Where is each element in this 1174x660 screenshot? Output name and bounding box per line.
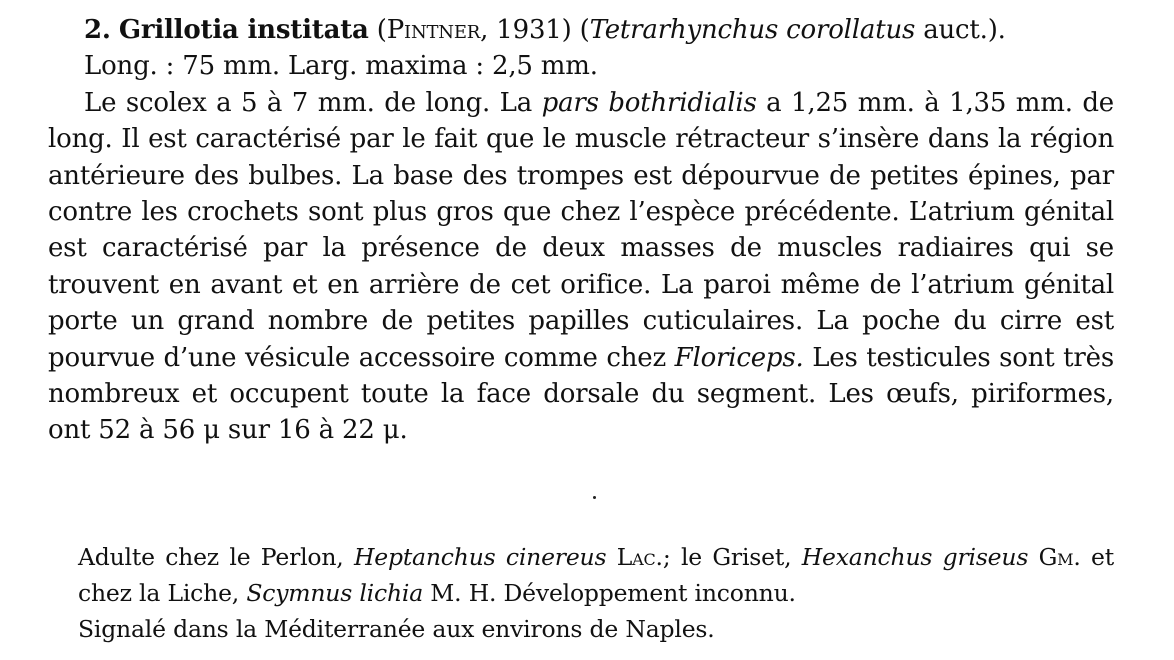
author-name: Pintner — [386, 15, 481, 45]
measurements: Long. : 75 mm. Larg. maxima : 2,5 mm. — [84, 51, 598, 82]
hosts-part-c: ; le Griset, — [662, 543, 802, 571]
hosts-italic-a: Heptanchus cinereus — [353, 543, 607, 571]
hosts-part-e: et chez la Liche, — [78, 543, 1114, 607]
synonym-name: Tetrarhynchus corollatus — [589, 15, 916, 45]
hosts-italic-e: Scymnus lichia — [246, 579, 424, 607]
print-speck — [593, 496, 596, 499]
hosts-paragraph — [48, 539, 1114, 611]
synonym-close: auct.). — [915, 15, 1006, 45]
species-entry — [48, 12, 1114, 449]
distribution-line: Signalé dans la Méditerranée aux environs de Naples. — [78, 615, 715, 643]
hosts-part-a: Adulte chez le Perlon, — [78, 543, 354, 571]
description-part-2: a 1,25 mm. à 1,35 mm. de long. Il est caractérisé par le fait que le muscle rétracteur s’insère dans la région antérieure des bulbes. La base des trompes est dépourvue de petites épines, par contre les crochets sont plus gros que chez l’espèce précédente. L’atrium génital est caractérisé par la présence de deux masses de muscles radiaires qui se trouvent en avant et en arrière de cet orifice. La paroi même de l’atrium génital porte un grand nombre de petites papilles cuticulaires. La poche du cirre est pourvue d’une vésicule accessoire comme chez — [48, 87, 1114, 373]
author-open: ( — [368, 15, 387, 45]
description-part-1: Le scolex a 5 à 7 mm. de long. La — [84, 87, 542, 118]
description-italic-1: pars bothridialis — [541, 87, 757, 118]
hosts-part-f: M. H. Développement inconnu. — [423, 579, 796, 607]
hosts-author-d: Gm. — [1038, 543, 1081, 571]
hosts-part-b — [606, 543, 616, 571]
entry-number: 2. — [84, 15, 111, 45]
description-part-3: Les testicules sont très nombreux et occupent toute la face dorsale du segment. Les œufs, piriformes, ont 52 à 56 μ sur 16 à 22 μ. — [48, 342, 1114, 446]
description-paragraph — [48, 85, 1114, 449]
author-year: , 1931) — [480, 15, 572, 45]
hosts-author-b: Lac. — [616, 543, 663, 571]
host-notes — [48, 539, 1114, 647]
description-italic-2: Floriceps. — [674, 342, 804, 373]
synonym-open: ( — [571, 15, 590, 45]
species-heading — [48, 12, 1114, 48]
hosts-italic-c: Hexanchus griseus — [801, 543, 1029, 571]
species-name: Grillotia institata — [118, 15, 369, 45]
